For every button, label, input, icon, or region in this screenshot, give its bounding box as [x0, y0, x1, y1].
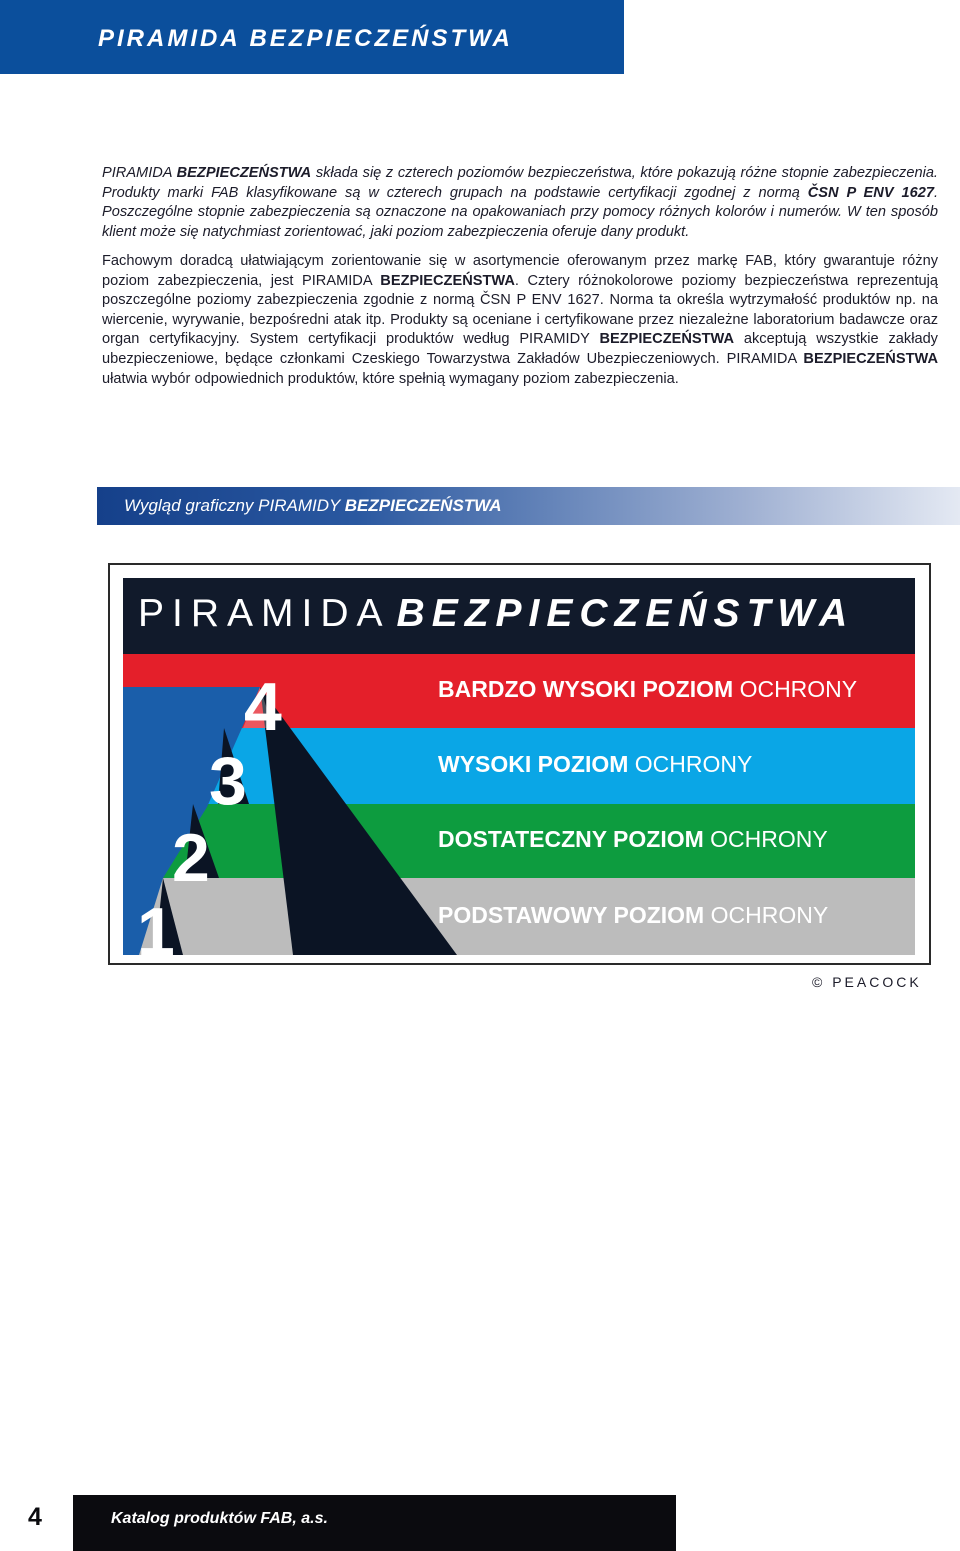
section-title: Wygląd graficzny PIRAMIDY BEZPIECZEŃSTWA: [124, 496, 502, 515]
level-4-label: BARDZO WYSOKI POZIOM OCHRONY: [438, 676, 858, 702]
level-1-label: PODSTAWOWY POZIOM OCHRONY: [438, 902, 829, 928]
level-2-label: DOSTATECZNY POZIOM OCHRONY: [438, 826, 828, 852]
page-title: PIRAMIDA BEZPIECZEŃSTWA: [98, 25, 513, 52]
pyramid-title: PIRAMIDA BEZPIECZEŃSTWA: [138, 592, 855, 635]
pyramid-number-3: 3: [209, 743, 247, 819]
level-3-label: WYSOKI POZIOM OCHRONY: [438, 751, 753, 777]
page-number: 4: [28, 1503, 42, 1531]
intro-paragraph-1: PIRAMIDA BEZPIECZEŃSTWA składa się z czterech poziomów bezpieczeństwa, które pokazują różne stopnie zabezpieczenia. Produkty marki FAB klasyfikowane są w czterech grupach na podstawie certyfikacji zgodnej z normą ČSN P ENV 1627. Poszczególne stopnie zabezpieczenia są oznaczone na opakowaniach przy pomocy różnych kolorów i numerów. W ten sposób klient może się natychmiast zorientować, jaki poziom zabezpieczenia oferuje dany produkt.: [102, 165, 938, 240]
footer-text: Katalog produktów FAB, a.s.: [111, 1510, 328, 1527]
copyright-notice: © PEACOCK: [812, 974, 922, 990]
pyramid-number-1: 1: [137, 894, 175, 955]
intro-paragraph-2: Fachowym doradcą ułatwiającym zorientowanie się w asortymencie oferowanym przez markę FAB, który gwarantuje różny poziom zabezpieczenia, jest PIRAMIDA BEZPIECZEŃSTWA. Cztery różnokolorowe poziomy bezpieczeństwa reprezentują poszczególne poziomy zabezpieczenia zgodnie z normą ČSN P ENV 1627. Norma ta określa wytrzymałość produktów np. na wiercenie, wyrywanie, bezpośredni atak itp. Produkty są oceniane i certyfikowane przez niezależne laboratorium badawcze oraz organ certyfikacyjny. System certyfikacji produktów według PIRAMIDY BEZPIECZEŃSTWA akceptują wszystkie zakłady ubezpieczeniowe, będące członkami Czeskiego Towarzystwa Zakładów Ubezpieczeniowych. PIRAMIDA BEZPIECZEŃSTWA ułatwia wybór odpowiednich produktów, które spełnią wymagany poziom zabezpieczenia.: [102, 253, 938, 387]
pyramid-number-2: 2: [172, 820, 210, 896]
pyramid-number-4: 4: [244, 669, 282, 745]
